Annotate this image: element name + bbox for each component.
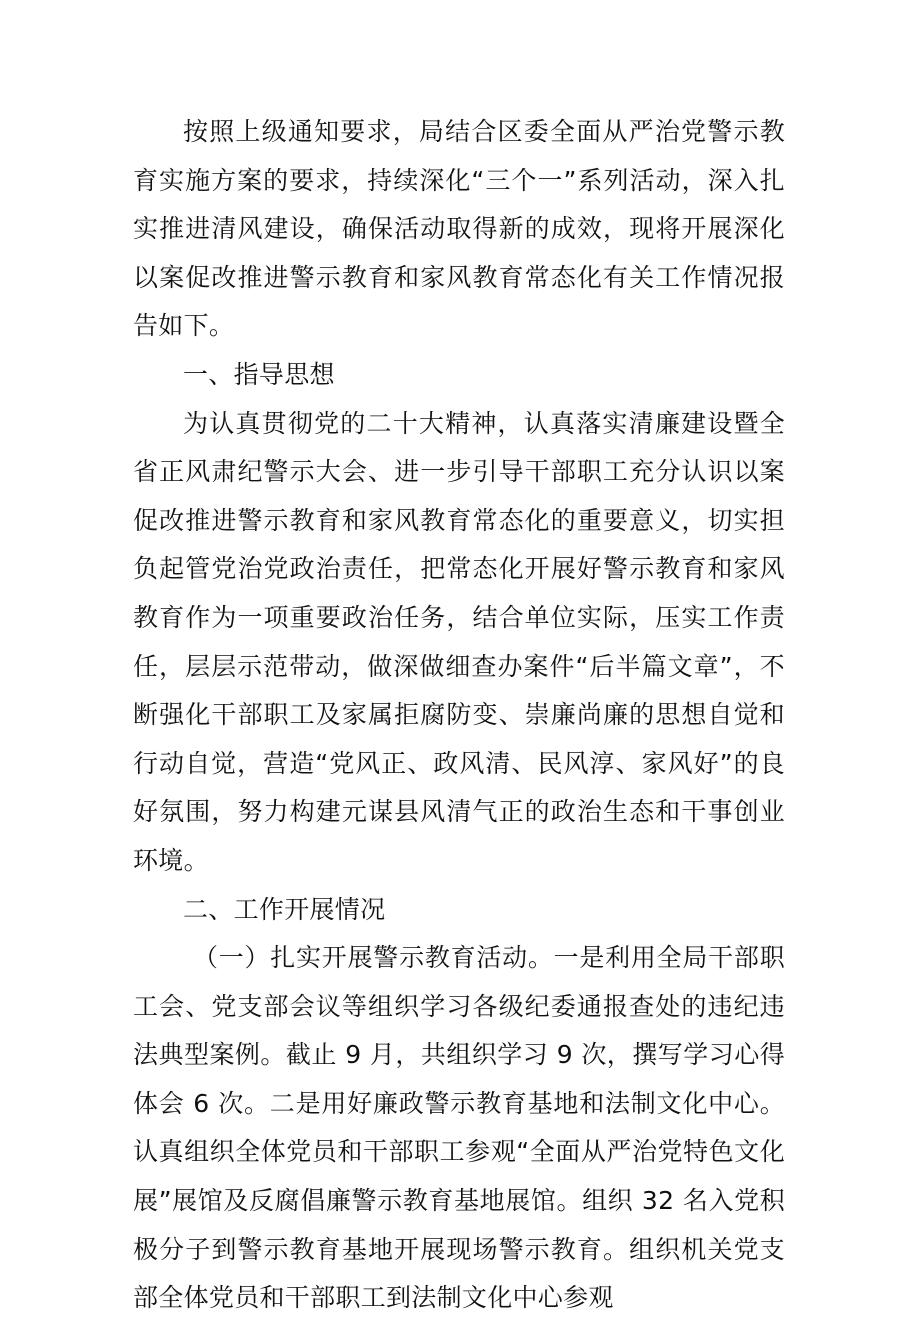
section-heading-work-progress: 二、工作开展情况	[183, 894, 386, 924]
warning-education-paragraph: （一）扎实开展警示教育活动。一是利用全局干部职工会、党支部会议等组织学习各级纪委通报查处的违纪违法典型案例。截止 9 月，共组织学习 9 次，撰写学习心得体会 6 次。二是用好廉政警示教育基地和法制文化中心。认真组织全体党员和干部职工参观“全面从严治党特色文化展”展馆及反腐倡廉警示教育基地展馆。组织 32 名入党积极分子到警示教育基地开展现场警示教育。组织机关党支部全体党员和干部职工到法制文化中心参观	[133, 943, 785, 1313]
intro-paragraph: 按照上级通知要求，局结合区委全面从严治党警示教育实施方案的要求，持续深化“三个一”系列活动，深入扎实推进清风建设，确保活动取得新的成效，现将开展深化以案促改推进警示教育和家风教育常态化有关工作情况报告如下。	[133, 117, 785, 341]
section-heading-guiding-ideology: 一、指导思想	[183, 359, 335, 389]
document-body	[133, 108, 785, 1323]
guiding-ideology-paragraph: 为认真贯彻党的二十大精神，认真落实清廉建设暨全省正风肃纪警示大会、进一步引导干部职工充分认识以案促改推进警示教育和家风教育常态化的重要意义，切实担负起管党治党政治责任，把常态化开展好警示教育和家风教育作为一项重要政治任务，结合单位实际，压实工作责任，层层示范带动，做深做细查办案件“后半篇文章”，不断强化干部职工及家属拒腐防变、崇廉尚廉的思想自觉和行动自觉，营造“党风正、政风清、民风淳、家风好”的良好氛围，努力构建元谋县风清气正的政治生态和干事创业环境。	[133, 408, 785, 875]
